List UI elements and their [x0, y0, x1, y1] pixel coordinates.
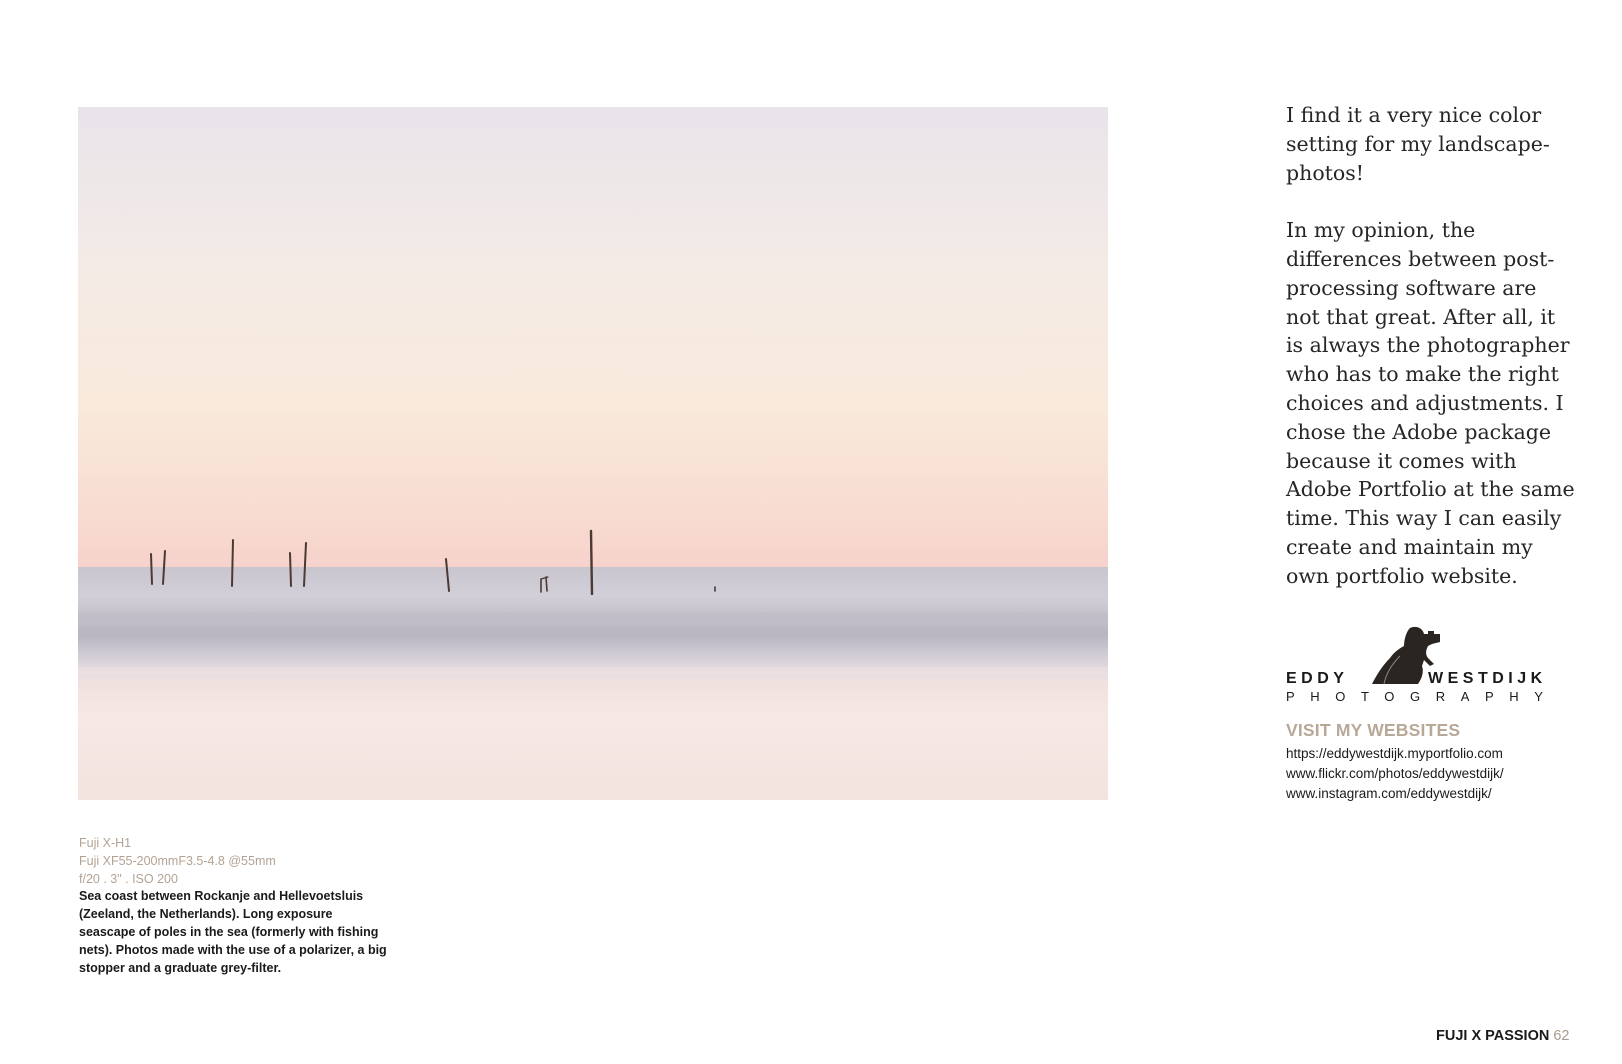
caption-exposure: f/20 . 3" . ISO 200 [79, 871, 178, 886]
instagram-link[interactable]: www.instagram.com/eddywestdijk/ [1286, 786, 1492, 801]
page-number: 62 [1553, 1028, 1570, 1044]
page-footer [1436, 1028, 1569, 1044]
magazine-name: FUJI X PASSION [1436, 1028, 1550, 1044]
seascape-image [78, 107, 1108, 800]
portfolio-link[interactable]: https://eddywestdijk.myportfolio.com [1286, 746, 1503, 761]
flickr-link[interactable]: www.flickr.com/photos/eddywestdijk/ [1286, 766, 1504, 781]
photo-caption [79, 835, 389, 977]
article-paragraph: I find it a very nice color setting for my landscape-photos! [1286, 103, 1550, 185]
article-paragraph: In my opinion, the differences between post-processing software are not that great. After all, it is always the photographer who has to make the right choices and adjustments. I chose the Adobe package because it comes with Adobe Portfolio at the same time. This way I can easily create and maintain my own portfolio website. [1286, 218, 1575, 588]
websites-heading: VISIT MY WEBSITES [1286, 720, 1461, 740]
seascape-photo [78, 107, 1108, 800]
logo-first-name: EDDY [1286, 670, 1349, 687]
logo-subtitle: PHOTOGRAPHY [1286, 689, 1559, 704]
logo-last-name: WESTDIJK [1428, 670, 1547, 687]
caption-lens: Fuji XF55-200mmF3.5-4.8 @55mm [79, 853, 276, 868]
article-body [1286, 101, 1576, 619]
caption-description: Sea coast between Rockanje and Hellevoetsluis (Zeeland, the Netherlands). Long exposure seascape of poles in the sea (formerly with fishing nets). Photos made with the use of a polarizer, a big stopper and a graduate grey-filter. [79, 889, 387, 975]
photographer-logo [1286, 626, 1566, 706]
websites-section [1286, 720, 1586, 804]
caption-camera: Fuji X-H1 [79, 836, 132, 850]
